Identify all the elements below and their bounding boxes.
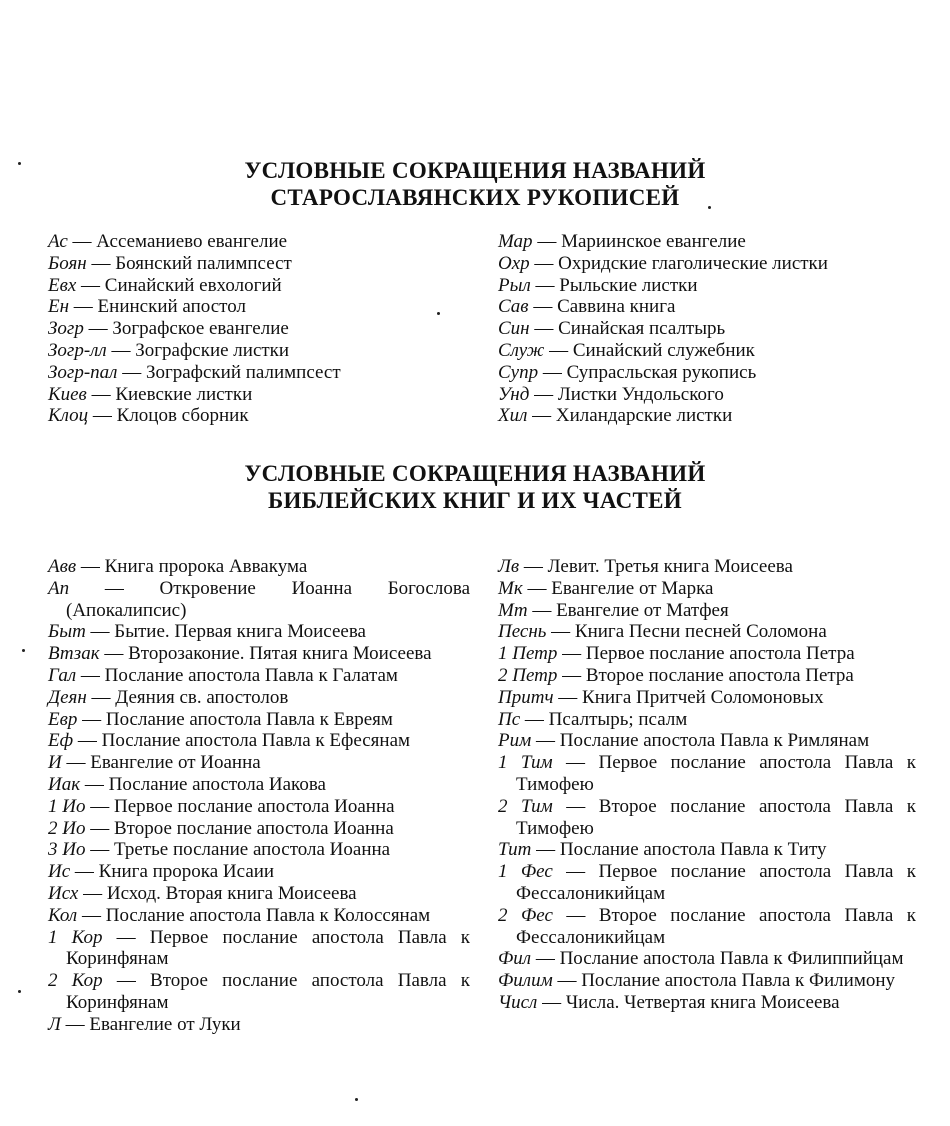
abbreviation-definition: Послание апостола Павла к Евреям [105,708,393,730]
scan-speck [355,1098,358,1101]
abbreviation-entry: Зогр — Зографское евангелие [48,318,289,340]
abbreviation-term: 1 Петр [498,643,558,665]
abbreviation-entry: Рим — Послание апостола Павла к Римлянам [498,730,870,752]
abbreviation-definition: Второе послание апостола Иоанна [113,817,394,839]
abbreviation-definition: Деяния св. апостолов [115,686,289,708]
abbreviation-definition: Второе послание апостола Павла к Фессалоникийцам [516,904,916,948]
section1-title [0,157,950,211]
abbreviation-term: Киев [48,383,87,405]
abbreviation-definition: Левит. Третья книга Моисеева [547,556,793,577]
abbreviation-term: Числ [498,991,538,1013]
abbreviation-entry: Л — Евангелие от Луки [48,1013,241,1035]
abbreviation-definition: Первое послание апостола Петра [585,643,855,665]
abbreviation-definition: Второе послание апостола Петра [585,664,854,686]
abbreviation-entry: Песнь — Книга Песни песней Соломона [498,621,827,643]
abbreviation-entry: 2 Кор — Второе послание апостола Павла к Коринфянам [48,970,470,1013]
abbreviation-definition: Мариинское евангелие [561,231,746,252]
abbreviation-entry: Ен — Енинский апостол [48,296,246,318]
abbreviation-term: 1 Фес [498,861,553,883]
abbreviation-term: Мар [498,231,533,252]
abbreviation-entry: Ис — Книга пророка Исаии [48,861,275,883]
abbreviation-term: Пс [498,708,521,730]
abbreviation-definition: Книга Песни песней Соломона [574,621,827,643]
abbreviation-term: 2 Фес [498,904,553,926]
abbreviation-entry: Фил — Послание апостола Павла к Филиппийцам [498,948,904,970]
abbreviation-entry: Боян — Боянский палимпсест [48,252,292,274]
abbreviation-entry: Мар — Мариинское евангелие [498,231,746,252]
abbreviation-definition: Евангелие от Иоанна [90,752,261,774]
abbreviation-entry: Клоц — Клоцов сборник [48,405,249,427]
abbreviation-term: 1 Кор [48,926,103,948]
abbreviation-definition: Супрасльская рукопись [566,361,757,383]
abbreviation-entry: Сав — Саввина книга [498,296,676,318]
abbreviation-definition: Послание апостола Павла к Ефесянам [101,730,411,752]
abbreviation-entry: Кол — Послание апостола Павла к Колоссянам [48,904,431,926]
abbreviation-term: Исх [48,882,79,904]
abbreviation-definition: Енинский апостол [97,296,246,318]
abbreviation-entry: 2 Фес — Второе послание апостола Павла к Фессалоникийцам [498,904,916,948]
manuscripts-list-left [48,231,470,427]
abbreviation-term: Зогр-пал [48,361,118,383]
books-list-right [498,556,916,1014]
abbreviation-term: Супр [498,361,539,383]
abbreviation-entry: Унд — Листки Ундольского [498,383,724,405]
abbreviation-entry: 3 Ио — Третье послание апостола Иоанна [48,839,391,861]
abbreviation-term: Мт [498,599,528,621]
abbreviation-term: Авв [48,556,77,577]
abbreviation-term: Боян [48,252,87,274]
abbreviation-definition: Второзаконие. Пятая книга Моисеева [128,643,432,665]
abbreviation-term: Ап [48,577,70,599]
abbreviation-definition: Псалтырь; псалм [548,708,688,730]
abbreviation-entry: 2 Петр — Второе послание апостола Петра [498,664,854,686]
abbreviation-definition: Охридские глаголические листки [558,252,828,274]
abbreviation-definition: Первое послание апостола Павла к Коринфянам [66,926,470,970]
abbreviation-definition: Клоцов сборник [116,405,249,427]
section2-title-line-1: УСЛОВНЫЕ СОКРАЩЕНИЯ НАЗВАНИЙ [244,461,706,486]
abbreviation-definition: Евангелие от Луки [89,1013,241,1035]
abbreviation-entry: 1 Тим — Первое послание апостола Павла к Тимофею [498,752,916,795]
abbreviation-entry: 1 Ио — Первое послание апостола Иоанна [48,795,395,817]
abbreviation-definition: Синайский евхологий [104,274,282,296]
abbreviation-term: Зогр-лл [48,339,107,361]
abbreviation-definition: Числа. Четвертая книга Моисеева [565,991,840,1013]
abbreviation-entry: Евр — Послание апостола Павла к Евреям [48,708,393,730]
abbreviation-entry: Числ — Числа. Четвертая книга Моисеева [498,991,840,1013]
abbreviation-definition: Послание апостола Павла к Филимону [581,970,896,992]
abbreviation-term: Мк [498,577,523,599]
abbreviation-entry: Мт — Евангелие от Матфея [498,599,729,621]
abbreviation-definition: Послание апостола Павла к Колоссянам [105,904,431,926]
abbreviation-entry: Филим — Послание апостола Павла к Филимону [498,970,896,992]
abbreviation-term: Унд [498,383,530,405]
abbreviation-entry: Зогр-лл — Зографские листки [48,339,290,361]
abbreviation-term: Фил [498,948,532,970]
abbreviation-definition: Послание апостола Павла к Титу [559,839,827,861]
abbreviation-term: Еф [48,730,74,752]
abbreviation-term: Втзак [48,643,100,665]
abbreviation-entry: Авв — Книга пророка Аввакума [48,556,308,577]
abbreviation-definition: Книга пророка Исаии [98,861,275,883]
abbreviation-definition: Боянский палимпсест [115,252,292,274]
books-list-left [48,556,470,1036]
abbreviation-definition: Ассеманиево евангелие [96,231,288,252]
abbreviation-term: Охр [498,252,530,274]
abbreviation-entry: Евх — Синайский евхологий [48,274,282,296]
abbreviation-term: 2 Тим [498,795,553,817]
abbreviation-entry: 2 Ио — Второе послание апостола Иоанна [48,817,394,839]
abbreviation-entry: Киев — Киевские листки [48,383,253,405]
abbreviation-term: Ен [48,296,70,318]
abbreviation-term: Л [48,1013,61,1035]
abbreviation-term: 1 Ио [48,795,86,817]
abbreviation-entry: Тит — Послание апостола Павла к Титу [498,839,827,861]
abbreviation-term: Зогр [48,318,84,340]
abbreviation-term: Рим [498,730,532,752]
abbreviation-term: Деян [48,686,87,708]
scan-speck [18,162,21,165]
abbreviation-entry: Рыл — Рыльские листки [498,274,698,296]
abbreviation-term: Быт [48,621,86,643]
abbreviation-definition: Бытие. Первая книга Моисеева [114,621,366,643]
abbreviation-term: Кол [48,904,78,926]
scan-speck [708,206,711,209]
abbreviation-entry: Лв — Левит. Третья книга Моисеева [498,556,793,577]
abbreviation-entry: Притч — Книга Притчей Соломоновых [498,686,824,708]
section1-title-line-1: УСЛОВНЫЕ СОКРАЩЕНИЯ НАЗВАНИЙ [244,158,706,183]
abbreviation-definition: Зографские листки [135,339,290,361]
abbreviation-entry: Ас — Ассеманиево евангелие [48,231,288,252]
abbreviation-entry: Иак — Послание апостола Иакова [48,773,326,795]
abbreviation-term: 3 Ио [48,839,86,861]
section1-title-line-2: СТАРОСЛАВЯНСКИХ РУКОПИСЕЙ [270,185,680,210]
abbreviation-entry: Ап — Откровение Иоанна Богослова (Апокалипсис) [48,577,470,621]
abbreviation-definition: Саввина книга [557,296,676,318]
abbreviation-definition: Листки Ундольского [557,383,724,405]
abbreviation-entry: 1 Кор — Первое послание апостола Павла к Коринфянам [48,926,470,970]
abbreviation-entry: Син — Синайская псалтырь [498,318,726,340]
abbreviation-entry: Деян — Деяния св. апостолов [48,686,289,708]
abbreviation-definition: Евангелие от Матфея [556,599,729,621]
abbreviation-term: Тит [498,839,532,861]
abbreviation-definition: Послание апостола Павла к Римлянам [559,730,870,752]
abbreviation-definition: Рыльские листки [559,274,698,296]
abbreviation-definition: Синайский служебник [572,339,755,361]
abbreviation-entry: Хил — Хиландарские листки [498,405,733,427]
abbreviation-term: Ис [48,861,71,883]
abbreviation-term: И [48,752,62,774]
abbreviation-entry: Охр — Охридские глаголические листки [498,252,828,274]
abbreviation-entry: Втзак — Второзаконие. Пятая книга Моисеева [48,643,432,665]
abbreviation-entry: 1 Петр — Первое послание апостола Петра [498,643,855,665]
abbreviation-term: Ас [48,231,68,252]
abbreviation-definition: Хиландарские листки [555,405,733,427]
abbreviation-entry: 1 Фес — Первое послание апостола Павла к Фессалоникийцам [498,861,916,904]
scan-speck [437,312,440,315]
abbreviation-definition: Послание апостола Павла к Галатам [104,664,398,686]
section2-title-line-2: БИБЛЕЙСКИХ КНИГ И ИХ ЧАСТЕЙ [268,488,682,513]
abbreviation-term: Иак [48,773,81,795]
abbreviation-term: Притч [498,686,554,708]
abbreviation-term: Песнь [498,621,547,643]
abbreviation-entry: 2 Тим — Второе послание апостола Павла к Тимофею [498,795,916,839]
abbreviation-definition: Зографский палимпсест [145,361,341,383]
abbreviation-term: 2 Петр [498,664,558,686]
abbreviation-definition: Послание апостола Павла к Филиппийцам [559,948,904,970]
abbreviation-definition: Исход. Вторая книга Моисеева [106,882,357,904]
abbreviation-term: Син [498,318,530,340]
section2-title [0,460,950,514]
abbreviation-term: Гал [48,664,77,686]
abbreviation-entry: Супр — Супрасльская рукопись [498,361,757,383]
scan-speck [18,990,21,993]
abbreviation-entry: Еф — Послание апостола Павла к Ефесянам [48,730,411,752]
abbreviation-definition: Второе послание апостола Павла к Коринфянам [66,970,470,1013]
abbreviation-entry: Быт — Бытие. Первая книга Моисеева [48,621,366,643]
abbreviation-definition: Книга пророка Аввакума [104,556,308,577]
abbreviation-term: Рыл [498,274,531,296]
abbreviation-entry: И — Евангелие от Иоанна [48,752,261,774]
abbreviation-definition: Евангелие от Марка [551,577,714,599]
abbreviation-term: 1 Тим [498,752,553,774]
abbreviation-definition: Первое послание апостола Павла к Фессалоникийцам [516,861,916,904]
abbreviation-entry: Исх — Исход. Вторая книга Моисеева [48,882,357,904]
abbreviation-term: Евх [48,274,77,296]
abbreviation-term: Лв [498,556,520,577]
abbreviation-definition: Откровение Иоанна Богослова (Апокалипсис) [66,577,470,621]
abbreviation-definition: Зографское евангелие [112,318,289,340]
abbreviation-term: Клоц [48,405,89,427]
abbreviation-definition: Послание апостола Иакова [108,773,326,795]
abbreviation-term: Хил [498,405,528,427]
abbreviation-term: Евр [48,708,78,730]
abbreviation-term: Сав [498,296,529,318]
abbreviation-definition: Третье послание апостола Иоанна [113,839,391,861]
abbreviation-definition: Первое послание апостола Павла к Тимофею [516,752,916,795]
abbreviation-entry: Служ — Синайский служебник [498,339,755,361]
abbreviation-entry: Мк — Евангелие от Марка [498,577,714,599]
abbreviation-definition: Первое послание апостола Иоанна [113,795,395,817]
abbreviation-definition: Киевские листки [115,383,253,405]
abbreviation-definition: Книга Притчей Соломоновых [582,686,824,708]
abbreviation-term: 2 Кор [48,970,103,992]
abbreviation-definition: Синайская псалтырь [558,318,726,340]
abbreviation-term: Филим [498,970,553,992]
abbreviation-term: 2 Ио [48,817,86,839]
abbreviation-term: Служ [498,339,545,361]
abbreviation-definition: Второе послание апостола Павла к Тимофею [516,795,916,839]
abbreviation-entry: Зогр-пал — Зографский палимпсест [48,361,341,383]
manuscripts-list-right [498,231,916,427]
scan-speck [22,649,25,652]
abbreviation-entry: Пс — Псалтырь; псалм [498,708,688,730]
abbreviation-entry: Гал — Послание апостола Павла к Галатам [48,664,398,686]
